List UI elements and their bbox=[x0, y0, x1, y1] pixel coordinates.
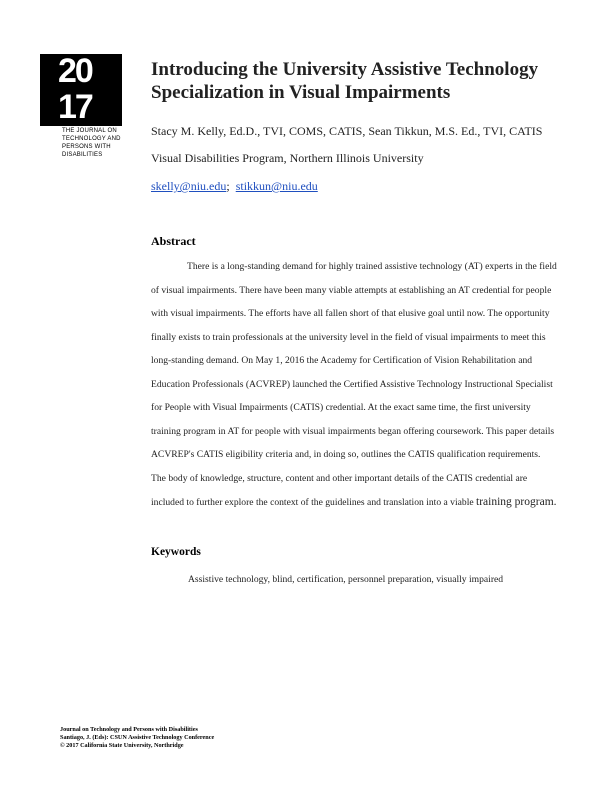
abstract-body bbox=[151, 260, 591, 519]
footer-line: Journal on Technology and Persons with Disabilities bbox=[60, 726, 198, 733]
footer-line: © 2017 California State University, Northridge bbox=[60, 742, 184, 749]
abstract-line: of visual impairments. There have been many viable attempts at establishing an AT credential for people bbox=[151, 284, 552, 296]
footer-line: Santiago, J. (Eds): CSUN Assistive Technology Conference bbox=[60, 734, 215, 741]
affiliation: Visual Disabilities Program, Northern Illinois University bbox=[151, 151, 424, 165]
page-footer bbox=[60, 726, 214, 750]
email-separator: ; bbox=[226, 179, 230, 193]
journal-name-line: PERSONS WITH bbox=[62, 144, 111, 150]
abstract-line: finally exists to train professionals at the university level in the field of visual impairments to meet this bbox=[151, 331, 546, 343]
journal-name-line: TECHNOLOGY AND bbox=[62, 136, 121, 142]
email-link-kelly[interactable]: skelly@niu.edu bbox=[151, 179, 227, 193]
journal-name-line: THE JOURNAL ON bbox=[62, 128, 117, 134]
paper-title-line: Specialization in Visual Impairments bbox=[151, 82, 451, 103]
authors: Stacy M. Kelly, Ed.D., TVI, COMS, CATIS, Sean Tikkun, M.S. Ed., TVI, CATIS bbox=[151, 124, 543, 138]
abstract-line: The body of knowledge, structure, content and other important details of the CATIS credential are bbox=[151, 472, 528, 484]
abstract-last-line-end: training program. bbox=[476, 496, 557, 508]
author-emails bbox=[151, 179, 318, 194]
abstract-line: training program in AT for people with visual impairments began offering coursework. This paper details bbox=[151, 425, 555, 437]
abstract-line: with visual impairments. The efforts have all fallen short of that elusive goal until now. The opportunity bbox=[151, 308, 550, 319]
email-link-tikkun[interactable]: stikkun@niu.edu bbox=[235, 179, 318, 193]
paper-title-line: Introducing the University Assistive Technology bbox=[151, 59, 539, 80]
abstract-line: Education Professionals (ACVREP) launched the Certified Assistive Technology Instructional Specialist bbox=[151, 378, 553, 390]
abstract-line: for People with Visual Impairments (CATIS) credential. At the exact same time, the first university bbox=[151, 402, 531, 413]
journal-name bbox=[62, 127, 142, 159]
abstract-last-line-text: included to further explore the context of the guidelines and translation into a viable bbox=[151, 497, 477, 508]
journal-name-line: DISABILITIES bbox=[62, 152, 103, 158]
keywords-heading: Keywords bbox=[151, 546, 201, 558]
abstract-line: ACVREP's CATIS eligibility criteria and, in doing so, outlines the CATIS qualification requirements. bbox=[151, 449, 541, 460]
logo-year-top: 20 bbox=[58, 52, 92, 90]
abstract-heading: Abstract bbox=[151, 234, 196, 248]
abstract-line: long-standing demand. On May 1, 2016 the Academy for Certification of Vision Rehabilitation and bbox=[151, 355, 533, 366]
logo-year-bottom: 17 bbox=[58, 88, 92, 126]
abstract-last-line bbox=[151, 495, 591, 519]
keywords-text: Assistive technology, blind, certification, personnel preparation, visually impaired bbox=[188, 574, 504, 585]
paper-title bbox=[151, 58, 581, 104]
abstract-line: There is a long-standing demand for highly trained assistive technology (AT) experts in the field bbox=[187, 261, 557, 272]
